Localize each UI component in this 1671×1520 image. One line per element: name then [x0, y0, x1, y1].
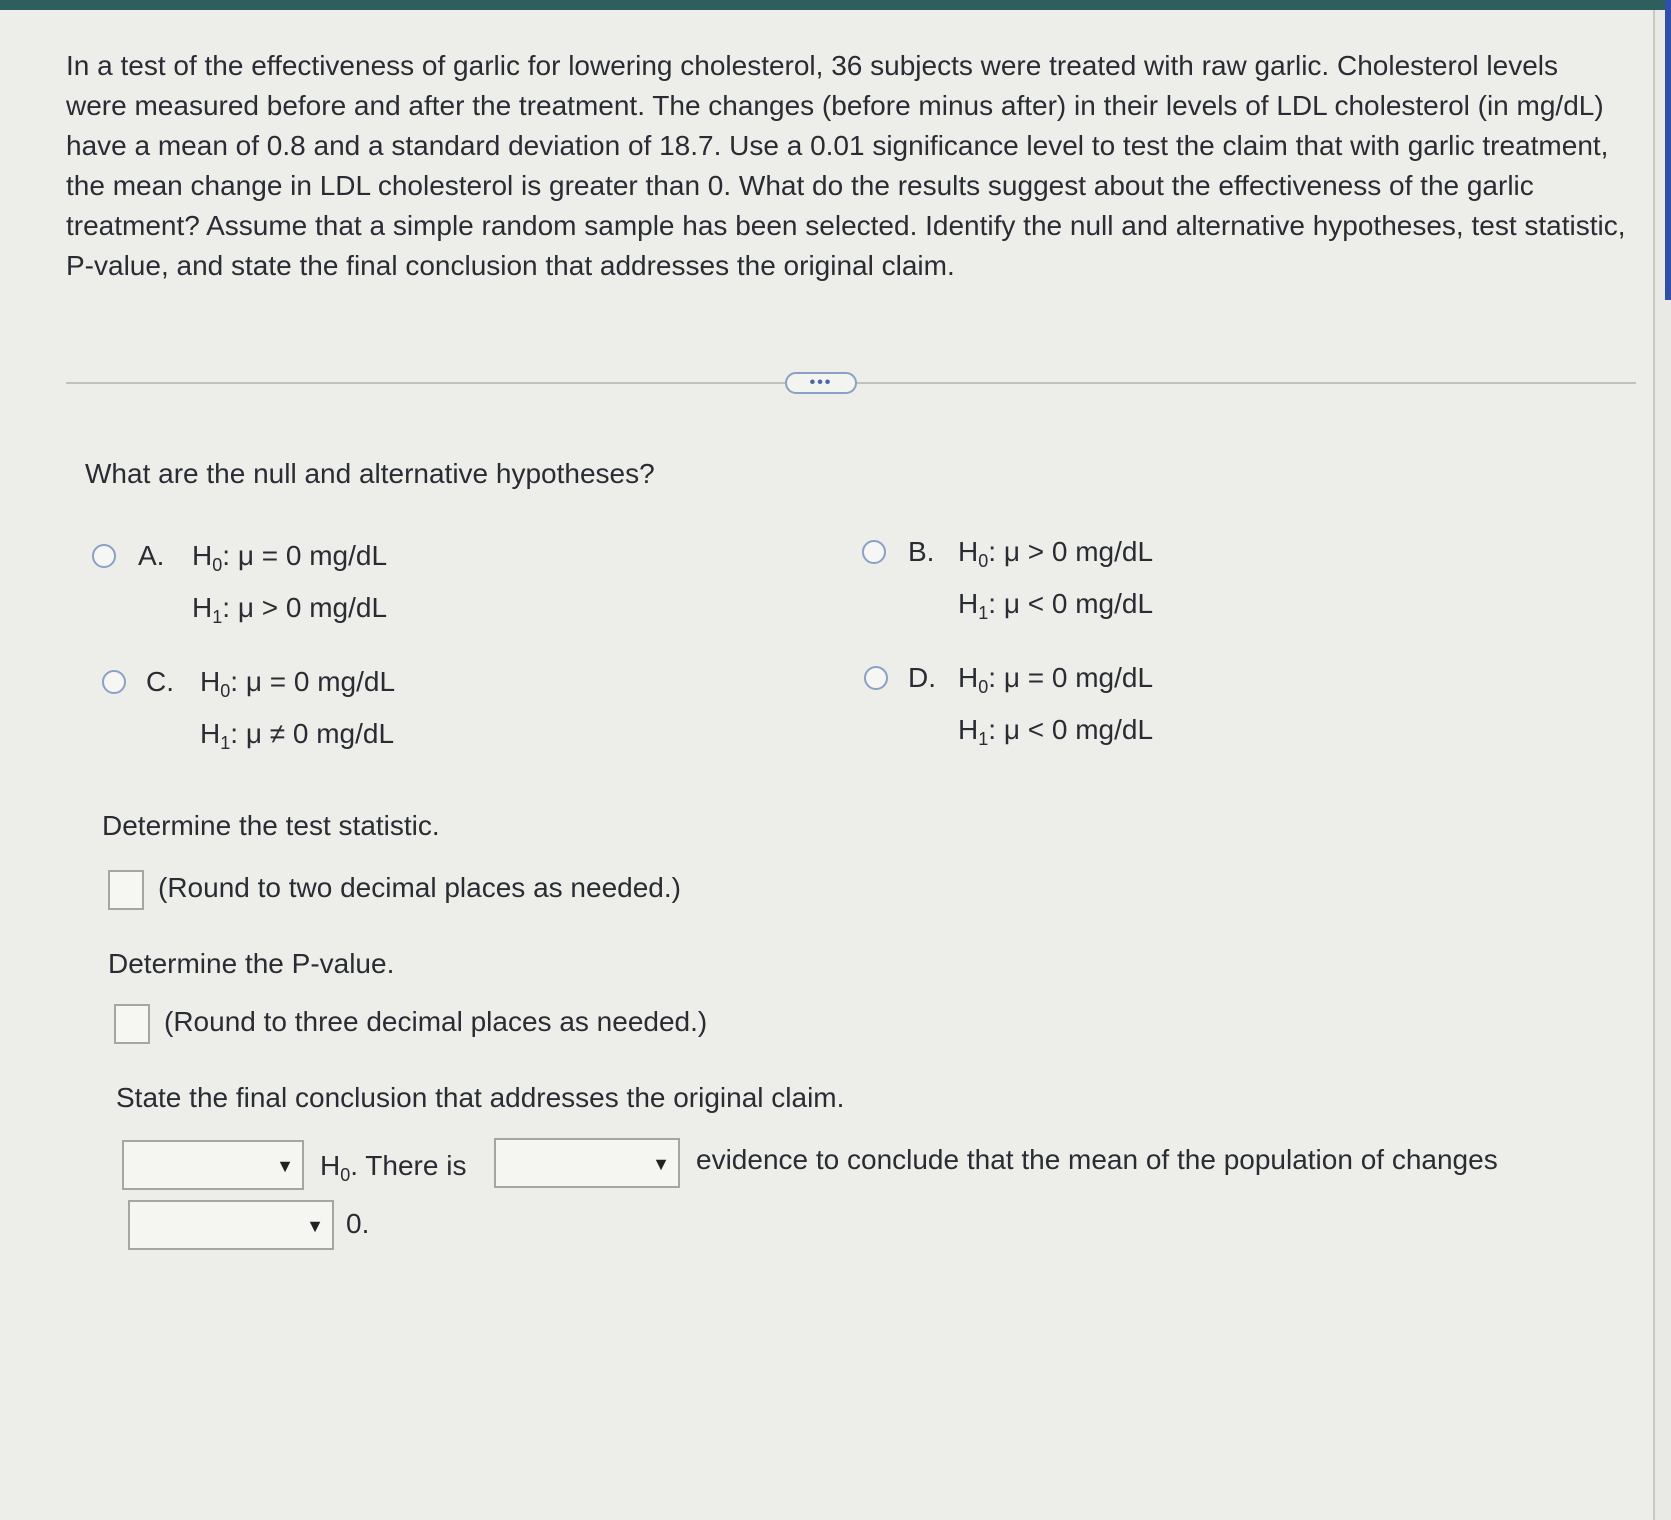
option-b-letter: B. [908, 536, 935, 567]
option-d-radio[interactable] [864, 666, 888, 690]
option-c[interactable] [102, 656, 722, 766]
reject-decision-dropdown[interactable] [122, 1140, 304, 1190]
hypotheses-question: What are the null and alternative hypotheses? [85, 458, 655, 489]
conclusion-h0-text: $H_0$. There is [320, 1150, 467, 1185]
right-scroll-accent [1665, 0, 1671, 300]
option-d[interactable] [864, 652, 1484, 762]
p-value-label: Determine the P-value. [108, 948, 395, 979]
option-a-h0: $H_0$: μ = 0 mg/dL [192, 540, 388, 575]
p-value-input[interactable] [114, 1004, 150, 1044]
option-b-h1: $H_1$: μ < 0 mg/dL [958, 588, 1154, 623]
option-d-h0: $H_0$: μ = 0 mg/dL [958, 662, 1154, 697]
option-d-h1: $H_1$: μ < 0 mg/dL [958, 714, 1154, 749]
test-statistic-hint: (Round to two decimal places as needed.) [158, 872, 681, 903]
option-d-letter: D. [908, 662, 936, 693]
chevron-down-icon: ▼ [306, 1216, 324, 1236]
conclusion-evidence-text: evidence to conclude that the mean of the population of changes [696, 1144, 1498, 1175]
option-a-h1: $H_1$: μ > 0 mg/dL [192, 592, 388, 627]
problem-statement: In a test of the effectiveness of garlic for lowering cholesterol, 36 subjects were treated with raw garlic. Cholesterol levels were measured before and after the treatment. The changes (before minus after) in their levels of LDL cholesterol (in mg/dL) have a mean of 0.8 and a standard deviation of 18.7. Use a 0.01 significance level to test the claim that with garlic treatment, the mean change in LDL cholesterol is greater than 0. What do the results suggest about the effectiveness of the garlic treatment? Assume that a simple random sample has been selected. Identify the null and alternative hypotheses, test statistic, P-value, and state the final conclusion that addresses the original claim. [66, 50, 1626, 281]
option-c-radio[interactable] [102, 670, 126, 694]
option-a-radio[interactable] [92, 544, 116, 568]
chevron-down-icon: ▼ [652, 1154, 670, 1174]
p-value-hint: (Round to three decimal places as needed.) [164, 1006, 708, 1037]
more-button[interactable]: ••• [785, 372, 857, 394]
evidence-dropdown[interactable] [494, 1138, 680, 1188]
option-b[interactable] [862, 526, 1482, 636]
option-b-h0: $H_0$: μ > 0 mg/dL [958, 536, 1154, 571]
test-statistic-input[interactable] [108, 870, 144, 910]
option-b-radio[interactable] [862, 540, 886, 564]
question-panel [0, 10, 1655, 1520]
option-a[interactable] [92, 530, 712, 640]
option-c-letter: C. [146, 666, 174, 697]
chevron-down-icon: ▼ [276, 1156, 294, 1176]
comparison-dropdown[interactable] [128, 1200, 334, 1250]
option-c-h1: $H_1$: μ ≠ 0 mg/dL [200, 718, 395, 753]
option-c-h0: $H_0$: μ = 0 mg/dL [200, 666, 396, 701]
conclusion-label: State the final conclusion that addresses the original claim. [116, 1082, 845, 1113]
test-statistic-label: Determine the test statistic. [102, 810, 440, 841]
conclusion-end-text: 0. [346, 1208, 370, 1239]
top-bar [0, 0, 1671, 10]
option-a-letter: A. [138, 540, 165, 571]
